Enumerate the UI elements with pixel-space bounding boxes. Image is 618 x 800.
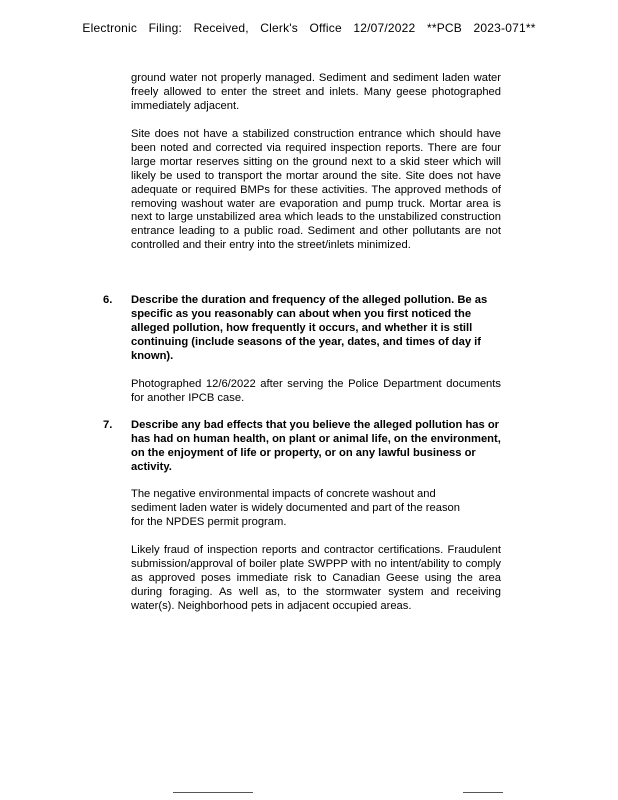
question-6-answer: Photographed 12/6/2022 after serving the Police Department documents for another IPCB case.	[131, 378, 501, 404]
question-7-number: 7.	[103, 419, 113, 431]
question-6-text: Describe the duration and frequency of the alleged pollution. Be as specific as you reasonably can about when you first noticed the alleged pollution, how frequently it occurs, and whether it is still continuing (include seasons of the year, dates, and times of day if known).	[131, 294, 488, 362]
question-7-answer-fraud: Likely fraud of inspection reports and contractor certifications. Fraudulent submission/approval of boiler plate SWPPP with no intent/ability to comply as approved poses immediate risk to Canadian Geese using the area during foraging. As well as, to the stormwater system and receiving water(s). Neighborhood pets in adjacent occupied areas.	[131, 544, 501, 612]
paragraph-groundwater: ground water not properly managed. Sediment and sediment laden water freely allowed to enter the street and inlets. Many geese photographed immediately adjacent.	[131, 72, 501, 112]
footer-line-right	[463, 792, 503, 793]
filing-header: Electronic Filing: Received, Clerk's Office 12/07/2022 **PCB 2023-071**	[82, 21, 536, 35]
question-7-answer-impacts: The negative environmental impacts of concrete washout and sediment laden water is widely documented and part of the reason for the NPDES permit program.	[131, 488, 460, 528]
paragraph-site-entrance: Site does not have a stabilized construction entrance which should have been noted and corrected via required inspection reports. There are four large mortar reserves sitting on the ground next to a skid steer which will likely be used to transport the mortar around the site. Site does not have adequate or required BMPs for these activities. The approved methods of removing washout water are evaporation and pump truck. Mortar area is next to large unstabilized area which leads to the unstabilized construction entrance leading to a public road. Sediment and other pollutants are not controlled and their entry into the street/inlets minimized.	[131, 128, 501, 252]
footer-line-left	[173, 792, 253, 793]
question-7-text: Describe any bad effects that you believe the alleged pollution has or has had on human health, on plant or animal life, on the environment, on the enjoyment of life or property, or on any lawful business or activity.	[131, 419, 501, 473]
question-6-number: 6.	[103, 294, 113, 306]
